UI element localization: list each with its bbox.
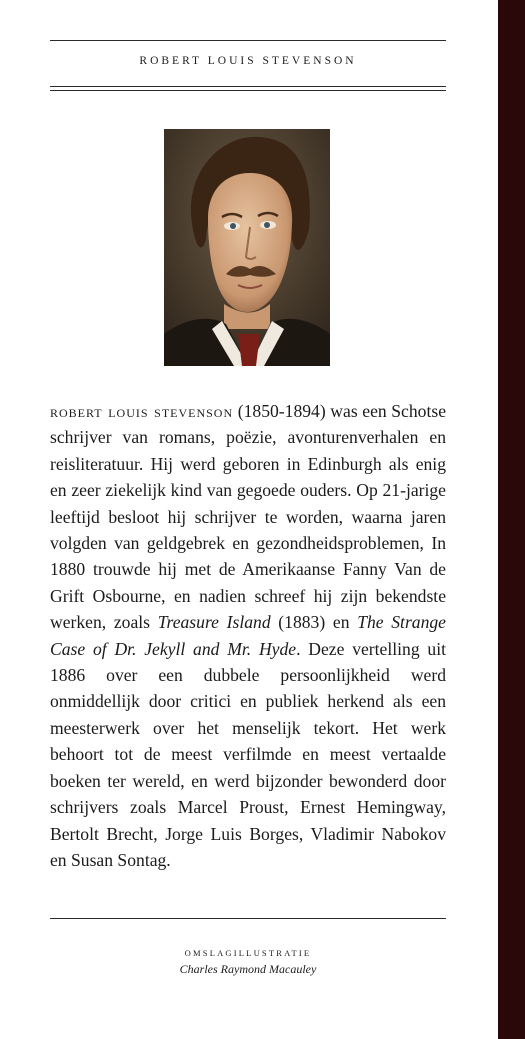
bio-text-part-2: (1883) en: [270, 612, 358, 633]
author-portrait: [164, 129, 330, 366]
cover-illustrator-name: Charles Raymond Macauley: [179, 962, 317, 976]
bio-text-part-3: . Deze vertelling uit 1886 over een dubbele persoonlijkheid werd onmiddellijk door critici en publiek herkend als een meesterwerk over het menselijk tekort. Het werk behoort tot de meest verfilmde en meest vertaalde boeken ter wereld, en werd bijzonder bewonderd door schrijvers zoals Marcel Proust, Ernest Hemingway, Bertolt Brecht, Jorge Luis Borges, Vladimir Nabokov en Susan Sontag.: [50, 638, 446, 870]
bio-text-part-1: (1850-1894) was een Schotse schrijver van romans, poëzie, avonturenverhalen en reisliteratuur. Hij werd geboren in Edinburgh als enig en zeer ziekelijk kind van gegoede ouders. Op 21-jarige leeftijd besloot hij schrijver te worden, waarna jaren volgden van geldgebrek en gezondheidsproblemen, In 1880 trouwde hij met de Amerikaanse Fanny Van de Grift Osbourne, en nadien schreef hij zijn bekendste werken, zoals: [50, 401, 447, 633]
bio-title-treasure-island: Treasure Island: [157, 612, 271, 633]
footer-rule: [50, 918, 446, 919]
header-author-name: ROBERT LOUIS STEVENSON: [139, 55, 357, 67]
cover-illustration-label: OMSLAGILLUSTRATIE: [184, 948, 312, 958]
book-spine-edge: [498, 0, 525, 1039]
author-biography: [50, 398, 446, 873]
header-double-rule-upper: [50, 86, 446, 87]
header-double-rule-lower: [50, 90, 446, 91]
header-top-rule: [50, 40, 446, 41]
bio-title-jekyll-hyde: The Strange Case of Dr. Jekyll and Mr. Hyde: [50, 612, 446, 659]
bio-author-name-smallcaps: robert louis stevenson: [50, 401, 234, 421]
author-portrait-illustration: [164, 129, 330, 366]
